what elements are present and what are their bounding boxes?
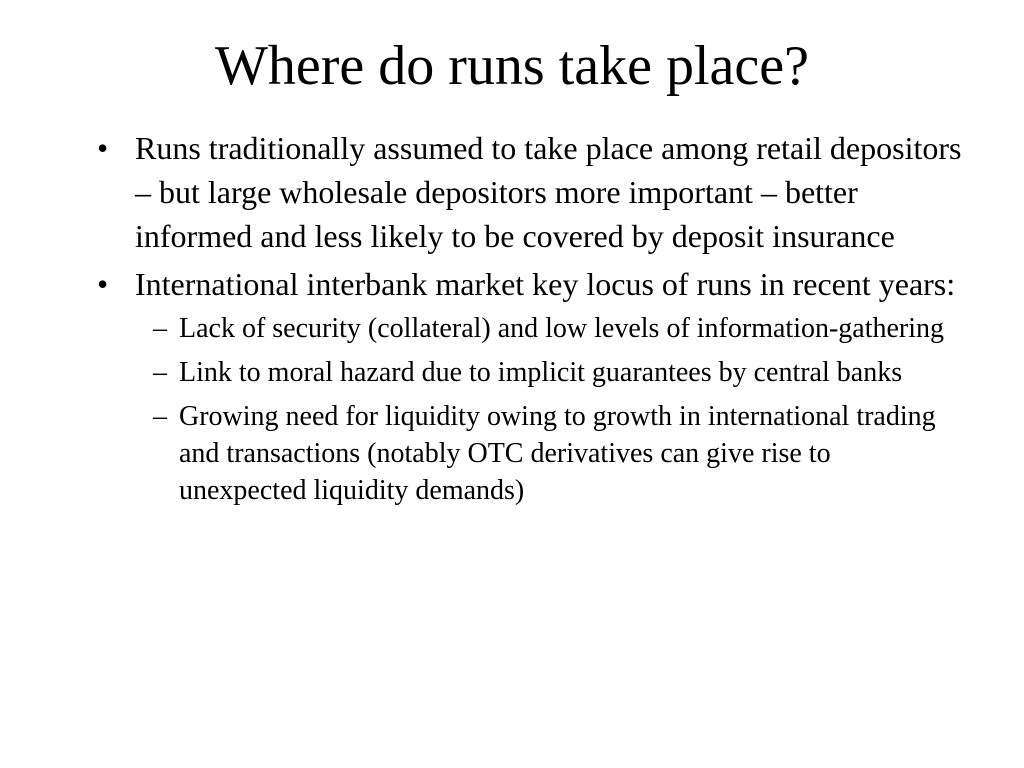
- bullet-item: [95, 126, 965, 258]
- slide-title: Where do runs take place?: [215, 35, 809, 97]
- sub-bullet-text: Lack of security (collateral) and low levels of information-gathering: [179, 313, 945, 344]
- bullet-item: [95, 262, 965, 306]
- bullet-marker: •: [97, 130, 109, 166]
- sub-bullet-marker: –: [153, 357, 167, 388]
- sub-bullet-marker: –: [153, 401, 167, 432]
- bullet-text: International interbank market key locus of runs in recent years:: [135, 266, 956, 302]
- sub-bullet-item: [95, 354, 965, 391]
- sub-bullet-text: Growing need for liquidity owing to growth in international trading and transactions (notably OTC derivatives can give rise to unexpected liquidity demands): [179, 401, 936, 506]
- sub-bullet-text: Link to moral hazard due to implicit guarantees by central banks: [179, 357, 903, 388]
- sub-bullet-list: [95, 310, 965, 509]
- bullet-marker: •: [97, 266, 109, 302]
- bullet-text: Runs traditionally assumed to take place among retail depositors – but large wholesale depositors more important – better informed and less likely to be covered by deposit insurance: [135, 130, 962, 254]
- sub-bullet-item: [95, 398, 965, 509]
- sub-bullet-marker: –: [153, 313, 167, 344]
- sub-bullet-item: [95, 310, 965, 347]
- slide-body: [95, 126, 965, 516]
